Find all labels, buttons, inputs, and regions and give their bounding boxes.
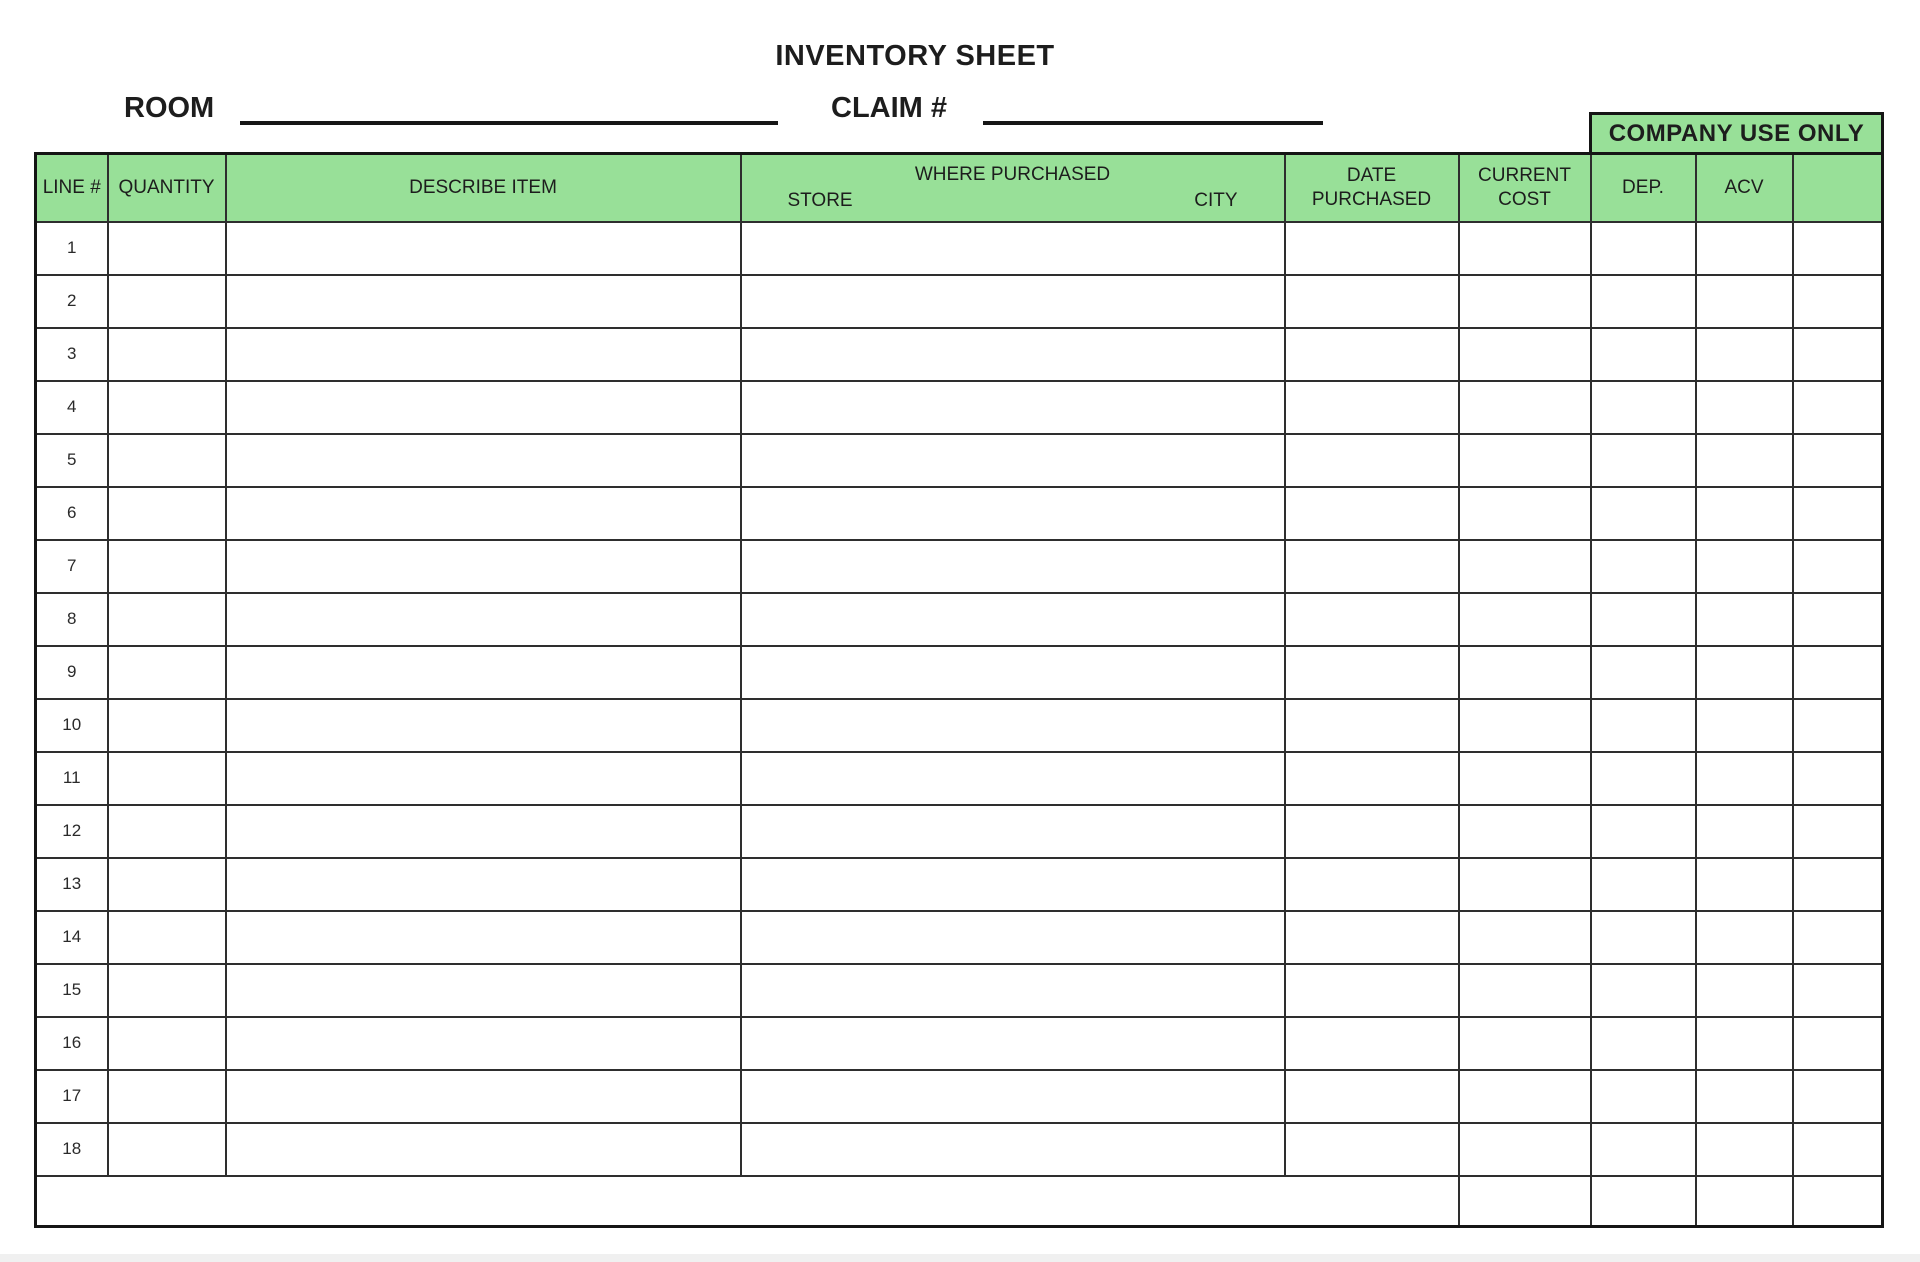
- where-purchased-cell[interactable]: [741, 593, 1285, 646]
- line-number-cell: [36, 222, 108, 275]
- acv-cell[interactable]: [1696, 1123, 1793, 1176]
- dep-cell[interactable]: [1591, 858, 1696, 911]
- quantity-cell[interactable]: [108, 1123, 226, 1176]
- acv-cell[interactable]: [1696, 328, 1793, 381]
- where-purchased-cell[interactable]: [741, 911, 1285, 964]
- line-number: 3: [67, 344, 77, 363]
- describe-item-cell[interactable]: [226, 805, 741, 858]
- date-purchased-cell[interactable]: [1285, 593, 1459, 646]
- blank-cell[interactable]: [1793, 540, 1883, 593]
- dep-cell[interactable]: [1591, 487, 1696, 540]
- room-input-line[interactable]: [240, 121, 778, 125]
- blank-cell[interactable]: [1793, 646, 1883, 699]
- current-cost-cell[interactable]: [1459, 858, 1591, 911]
- line-number-cell: [36, 805, 108, 858]
- describe-item-cell[interactable]: [226, 434, 741, 487]
- date-purchased-cell[interactable]: [1285, 381, 1459, 434]
- dep-cell[interactable]: [1591, 434, 1696, 487]
- acv-cell[interactable]: [1696, 222, 1793, 275]
- date-purchased-cell[interactable]: [1285, 646, 1459, 699]
- date-purchased-cell[interactable]: [1285, 540, 1459, 593]
- col-header-current-cost: [1459, 154, 1591, 222]
- footer-merged-cell[interactable]: [36, 1176, 1459, 1227]
- table-row: [36, 1123, 1883, 1176]
- where-purchased-cell[interactable]: [741, 487, 1285, 540]
- dep-cell[interactable]: [1591, 964, 1696, 1017]
- describe-item-cell[interactable]: [226, 222, 741, 275]
- quantity-cell[interactable]: [108, 381, 226, 434]
- describe-item-cell[interactable]: [226, 858, 741, 911]
- where-purchased-cell[interactable]: [741, 540, 1285, 593]
- date-purchased-cell[interactable]: [1285, 222, 1459, 275]
- dep-cell[interactable]: [1591, 646, 1696, 699]
- claim-label: CLAIM #: [831, 92, 947, 124]
- quantity-cell[interactable]: [108, 646, 226, 699]
- current-cost-cell[interactable]: [1459, 646, 1591, 699]
- table-body: [36, 222, 1883, 1176]
- where-purchased-cell[interactable]: [741, 805, 1285, 858]
- current-cost-cell[interactable]: [1459, 911, 1591, 964]
- line-number-cell: [36, 646, 108, 699]
- table-row: [36, 381, 1883, 434]
- date-purchased-cell[interactable]: [1285, 699, 1459, 752]
- acv-cell[interactable]: [1696, 646, 1793, 699]
- dep-cell[interactable]: [1591, 911, 1696, 964]
- acv-cell[interactable]: [1696, 911, 1793, 964]
- line-number-cell: [36, 752, 108, 805]
- dep-cell[interactable]: [1591, 1070, 1696, 1123]
- line-number-cell: [36, 858, 108, 911]
- current-cost-cell[interactable]: [1459, 540, 1591, 593]
- acv-cell[interactable]: [1696, 964, 1793, 1017]
- store-sublabel: STORE: [787, 189, 853, 211]
- line-number-cell: [36, 964, 108, 1017]
- col-header-date-purchased: [1285, 154, 1459, 222]
- blank-cell[interactable]: [1793, 805, 1883, 858]
- table-row: [36, 699, 1883, 752]
- where-purchased-cell[interactable]: [741, 434, 1285, 487]
- quantity-cell[interactable]: [108, 964, 226, 1017]
- acv-cell[interactable]: [1696, 858, 1793, 911]
- current-cost-cell[interactable]: [1459, 328, 1591, 381]
- date-purchased-cell[interactable]: [1285, 911, 1459, 964]
- dep-cell[interactable]: [1591, 593, 1696, 646]
- line-number: 1: [67, 238, 77, 257]
- describe-item-cell[interactable]: [226, 540, 741, 593]
- blank-cell[interactable]: [1793, 699, 1883, 752]
- where-purchased-cell[interactable]: [741, 699, 1285, 752]
- blank-cell[interactable]: [1793, 964, 1883, 1017]
- table-row: [36, 540, 1883, 593]
- acv-cell[interactable]: [1696, 1017, 1793, 1070]
- dep-cell[interactable]: [1591, 275, 1696, 328]
- describe-item-cell[interactable]: [226, 646, 741, 699]
- where-purchased-cell[interactable]: [741, 222, 1285, 275]
- line-number-cell: [36, 911, 108, 964]
- page-title: INVENTORY SHEET: [775, 40, 1055, 72]
- date-purchased-line2: PURCHASED: [1311, 188, 1432, 210]
- acv-cell[interactable]: [1696, 434, 1793, 487]
- line-number-cell: [36, 540, 108, 593]
- acv-cell[interactable]: [1696, 805, 1793, 858]
- line-number: 9: [67, 662, 77, 681]
- dep-cell[interactable]: [1591, 805, 1696, 858]
- blank-cell[interactable]: [1793, 1017, 1883, 1070]
- where-purchased-cell[interactable]: [741, 646, 1285, 699]
- current-cost-cell[interactable]: [1459, 1123, 1591, 1176]
- line-number: 14: [62, 927, 82, 946]
- quantity-cell[interactable]: [108, 752, 226, 805]
- quantity-cell[interactable]: [108, 805, 226, 858]
- col-header-dep: DEP.: [1591, 154, 1696, 222]
- table-row: [36, 752, 1883, 805]
- quantity-cell[interactable]: [108, 275, 226, 328]
- quantity-cell[interactable]: [108, 434, 226, 487]
- acv-cell[interactable]: [1696, 593, 1793, 646]
- current-cost-cell[interactable]: [1459, 434, 1591, 487]
- line-number-cell: [36, 328, 108, 381]
- col-header-describe-item: DESCRIBE ITEM: [226, 154, 741, 222]
- page-bottom-edge: [0, 1254, 1920, 1262]
- line-number: 6: [67, 503, 77, 522]
- line-number-cell: [36, 381, 108, 434]
- line-number-cell: [36, 699, 108, 752]
- inventory-table: [34, 152, 1884, 1228]
- line-number-cell: [36, 487, 108, 540]
- date-purchased-cell[interactable]: [1285, 858, 1459, 911]
- table-row: [36, 964, 1883, 1017]
- date-purchased-cell[interactable]: [1285, 1017, 1459, 1070]
- quantity-cell[interactable]: [108, 699, 226, 752]
- blank-cell[interactable]: [1793, 1123, 1883, 1176]
- describe-item-cell[interactable]: [226, 1070, 741, 1123]
- line-number-cell: [36, 434, 108, 487]
- blank-cell[interactable]: [1793, 328, 1883, 381]
- date-purchased-cell[interactable]: [1285, 752, 1459, 805]
- describe-item-cell[interactable]: [226, 328, 741, 381]
- dep-cell[interactable]: [1591, 1123, 1696, 1176]
- table-row: [36, 487, 1883, 540]
- line-number: 18: [62, 1139, 82, 1158]
- blank-cell[interactable]: [1793, 222, 1883, 275]
- current-cost-cell[interactable]: [1459, 752, 1591, 805]
- line-number: 13: [62, 874, 82, 893]
- where-purchased-label: WHERE PURCHASED: [914, 164, 1111, 185]
- blank-cell[interactable]: [1793, 858, 1883, 911]
- acv-cell[interactable]: [1696, 381, 1793, 434]
- line-number: 4: [67, 397, 77, 416]
- footer-current-cost-cell[interactable]: [1459, 1176, 1591, 1227]
- dep-cell[interactable]: [1591, 1017, 1696, 1070]
- dep-cell[interactable]: [1591, 699, 1696, 752]
- quantity-cell[interactable]: [108, 487, 226, 540]
- current-cost-cell[interactable]: [1459, 593, 1591, 646]
- dep-cell[interactable]: [1591, 222, 1696, 275]
- acv-cell[interactable]: [1696, 540, 1793, 593]
- line-number: 12: [62, 821, 82, 840]
- dep-cell[interactable]: [1591, 752, 1696, 805]
- acv-cell[interactable]: [1696, 699, 1793, 752]
- table-footer-row: [36, 1176, 1883, 1227]
- where-purchased-cell[interactable]: [741, 1123, 1285, 1176]
- table-row: [36, 275, 1883, 328]
- describe-item-cell[interactable]: [226, 752, 741, 805]
- table-row: [36, 593, 1883, 646]
- table-row: [36, 646, 1883, 699]
- describe-item-cell[interactable]: [226, 911, 741, 964]
- footer-blank-cell[interactable]: [1793, 1176, 1883, 1227]
- room-label: ROOM: [124, 92, 215, 124]
- describe-item-cell[interactable]: [226, 487, 741, 540]
- col-header-line-number: LINE #: [36, 154, 108, 222]
- describe-item-cell[interactable]: [226, 275, 741, 328]
- quantity-cell[interactable]: [108, 593, 226, 646]
- date-purchased-cell[interactable]: [1285, 1070, 1459, 1123]
- line-number: 7: [67, 556, 77, 575]
- current-cost-line2: COST: [1498, 188, 1551, 210]
- line-number: 2: [67, 291, 77, 310]
- blank-cell[interactable]: [1793, 752, 1883, 805]
- current-cost-cell[interactable]: [1459, 275, 1591, 328]
- dep-cell[interactable]: [1591, 540, 1696, 593]
- where-purchased-cell[interactable]: [741, 328, 1285, 381]
- describe-item-cell[interactable]: [226, 593, 741, 646]
- blank-cell[interactable]: [1793, 434, 1883, 487]
- current-cost-cell[interactable]: [1459, 1017, 1591, 1070]
- where-purchased-cell[interactable]: [741, 964, 1285, 1017]
- table-row: [36, 858, 1883, 911]
- line-number-cell: [36, 1123, 108, 1176]
- dep-cell[interactable]: [1591, 381, 1696, 434]
- quantity-cell[interactable]: [108, 858, 226, 911]
- table-row: [36, 1070, 1883, 1123]
- table-row: [36, 222, 1883, 275]
- date-purchased-line1: DATE: [1346, 165, 1397, 186]
- date-purchased-cell[interactable]: [1285, 434, 1459, 487]
- date-purchased-cell[interactable]: [1285, 275, 1459, 328]
- line-number-cell: [36, 1017, 108, 1070]
- company-use-only-label: COMPANY USE ONLY: [1608, 119, 1865, 147]
- blank-cell[interactable]: [1793, 911, 1883, 964]
- city-sublabel: CITY: [1194, 189, 1238, 211]
- table-header-row: [36, 154, 1883, 222]
- table-row: [36, 911, 1883, 964]
- current-cost-cell[interactable]: [1459, 222, 1591, 275]
- line-number: 15: [62, 980, 82, 999]
- quantity-cell[interactable]: [108, 328, 226, 381]
- footer-acv-cell[interactable]: [1696, 1176, 1793, 1227]
- quantity-cell[interactable]: [108, 1017, 226, 1070]
- claim-input-line[interactable]: [983, 121, 1323, 125]
- company-use-only-banner: [1589, 112, 1884, 152]
- blank-cell[interactable]: [1793, 593, 1883, 646]
- line-number-cell: [36, 275, 108, 328]
- line-number: 10: [62, 715, 82, 734]
- line-number: 17: [62, 1086, 82, 1105]
- footer-dep-cell[interactable]: [1591, 1176, 1696, 1227]
- date-purchased-cell[interactable]: [1285, 328, 1459, 381]
- current-cost-cell[interactable]: [1459, 487, 1591, 540]
- where-purchased-cell[interactable]: [741, 275, 1285, 328]
- quantity-cell[interactable]: [108, 911, 226, 964]
- line-number: 11: [62, 768, 81, 787]
- blank-cell[interactable]: [1793, 275, 1883, 328]
- where-purchased-cell[interactable]: [741, 1017, 1285, 1070]
- date-purchased-cell[interactable]: [1285, 487, 1459, 540]
- where-purchased-cell[interactable]: [741, 752, 1285, 805]
- current-cost-line1: CURRENT: [1478, 165, 1571, 186]
- current-cost-cell[interactable]: [1459, 805, 1591, 858]
- line-number: 5: [67, 450, 77, 469]
- table-row: [36, 434, 1883, 487]
- blank-cell[interactable]: [1793, 487, 1883, 540]
- describe-item-cell[interactable]: [226, 1123, 741, 1176]
- line-number: 8: [67, 609, 77, 628]
- date-purchased-cell[interactable]: [1285, 964, 1459, 1017]
- blank-cell[interactable]: [1793, 381, 1883, 434]
- current-cost-cell[interactable]: [1459, 699, 1591, 752]
- table-row: [36, 805, 1883, 858]
- describe-item-cell[interactable]: [226, 1017, 741, 1070]
- where-purchased-cell[interactable]: [741, 858, 1285, 911]
- acv-cell[interactable]: [1696, 752, 1793, 805]
- col-header-blank: [1793, 154, 1883, 222]
- table-row: [36, 1017, 1883, 1070]
- current-cost-cell[interactable]: [1459, 964, 1591, 1017]
- current-cost-cell[interactable]: [1459, 1070, 1591, 1123]
- dep-cell[interactable]: [1591, 328, 1696, 381]
- line-number: 16: [62, 1033, 82, 1052]
- col-header-acv: ACV: [1696, 154, 1793, 222]
- describe-item-cell[interactable]: [226, 699, 741, 752]
- acv-cell[interactable]: [1696, 1070, 1793, 1123]
- acv-cell[interactable]: [1696, 275, 1793, 328]
- col-header-quantity: QUANTITY: [108, 154, 226, 222]
- where-purchased-cell[interactable]: [741, 1070, 1285, 1123]
- where-purchased-cell[interactable]: [741, 381, 1285, 434]
- line-number-cell: [36, 1070, 108, 1123]
- col-header-where-purchased: [741, 154, 1285, 222]
- blank-cell[interactable]: [1793, 1070, 1883, 1123]
- table-row: [36, 328, 1883, 381]
- date-purchased-cell[interactable]: [1285, 805, 1459, 858]
- quantity-cell[interactable]: [108, 1070, 226, 1123]
- line-number-cell: [36, 593, 108, 646]
- describe-item-cell[interactable]: [226, 381, 741, 434]
- describe-item-cell[interactable]: [226, 964, 741, 1017]
- current-cost-cell[interactable]: [1459, 381, 1591, 434]
- acv-cell[interactable]: [1696, 487, 1793, 540]
- quantity-cell[interactable]: [108, 540, 226, 593]
- date-purchased-cell[interactable]: [1285, 1123, 1459, 1176]
- quantity-cell[interactable]: [108, 222, 226, 275]
